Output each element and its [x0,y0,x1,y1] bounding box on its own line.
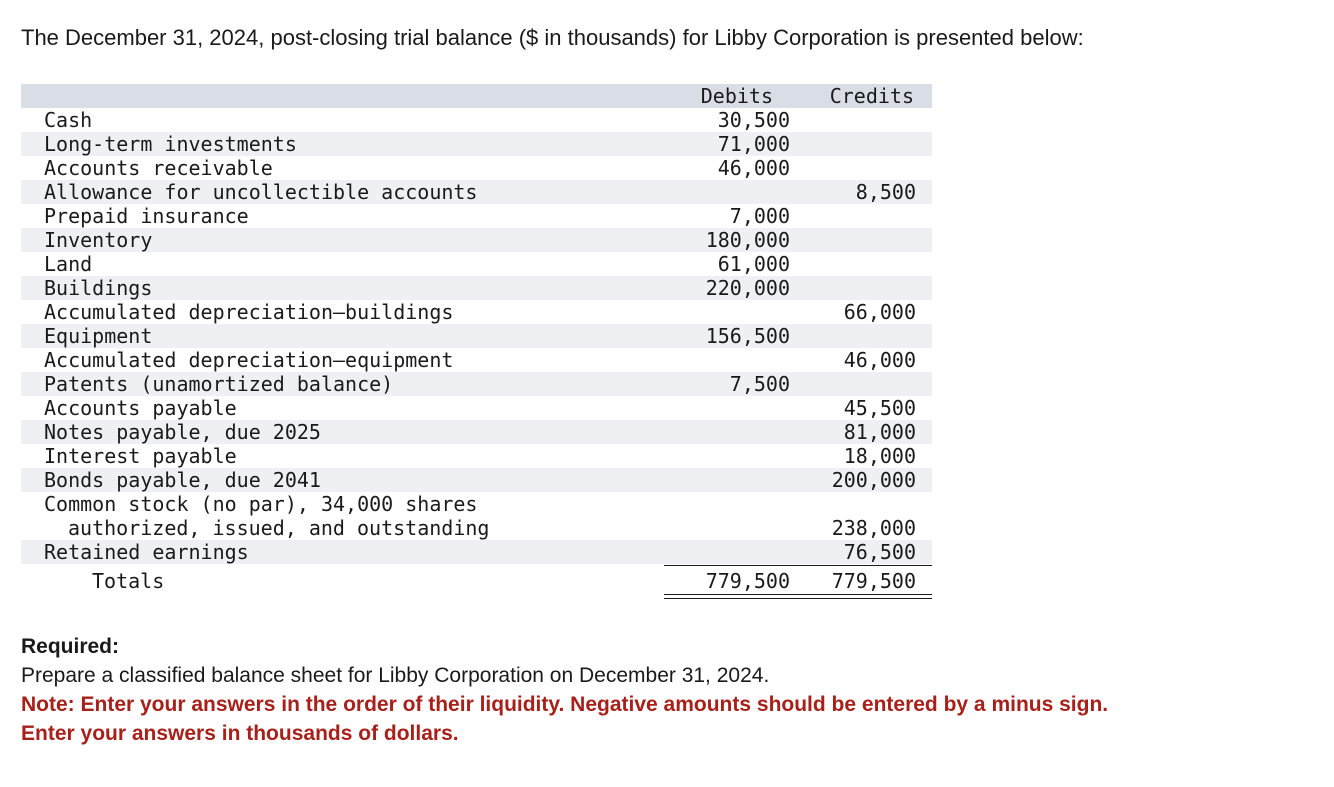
credit-amount: 66,000 [843,300,916,324]
account-name: Cash [44,108,93,132]
account-name: Interest payable [44,444,237,468]
account-name: Retained earnings [44,540,249,564]
table-row [21,132,932,156]
table-row [21,444,932,468]
debit-amount: 220,000 [705,276,790,300]
credit-amount: 76,500 [843,540,916,564]
table-row [21,300,932,324]
credit-amount: 45,500 [843,396,916,420]
table-row [21,252,932,276]
debit-amount: 7,500 [729,372,790,396]
account-name: authorized, issued, and outstanding [68,516,490,540]
debit-amount: 7,000 [729,204,790,228]
credit-amount: 8,500 [855,180,916,204]
required-section [21,632,1108,748]
table-row [21,180,932,204]
debit-amount: 30,500 [717,108,790,132]
table-row [21,372,932,396]
note-line-1: Note: Enter your answers in the order of their liquidity. Negative amounts should be entered by a minus sign. [21,693,1109,716]
required-instruction: Prepare a classified balance sheet for Libby Corporation on December 31, 2024. [21,664,770,687]
table-row [21,156,932,180]
account-name: Common stock (no par), 34,000 shares [44,492,478,516]
totals-row [21,566,932,594]
debit-amount: 180,000 [705,228,790,252]
table-row [21,492,932,516]
table-header-row [21,84,932,108]
intro-text: The December 31, 2024, post-closing trial balance ($ in thousands) for Libby Corporation is presented below: [21,25,1084,50]
credit-amount: 200,000 [831,468,916,492]
table-row [21,228,932,252]
note-line-2: Enter your answers in thousands of dollars. [21,722,459,745]
table-row [21,276,932,300]
credit-amount: 238,000 [831,516,916,540]
credit-amount: 46,000 [843,348,916,372]
account-name: Bonds payable, due 2041 [44,468,321,492]
table-row [21,324,932,348]
credit-amount: 81,000 [843,420,916,444]
trial-balance-table [21,84,932,594]
account-name: Equipment [44,324,153,348]
debit-amount: 71,000 [717,132,790,156]
table-row [21,108,932,132]
account-name: Land [44,252,93,276]
debit-amount: 46,000 [717,156,790,180]
debits-column-header: Debits [700,84,773,108]
debit-amount: 61,000 [717,252,790,276]
table-row [21,348,932,372]
account-name: Inventory [44,228,153,252]
table-row [21,396,932,420]
account-name: Buildings [44,276,153,300]
account-name: Prepaid insurance [44,204,249,228]
account-name: Patents (unamortized balance) [44,372,394,396]
table-row [21,420,932,444]
account-name: Accounts receivable [44,156,273,180]
totals-double-rule [664,594,932,599]
required-label: Required: [21,635,120,658]
table-row [21,540,932,564]
account-name: Accumulated depreciation—buildings [44,300,454,324]
totals-label: Totals [92,569,165,593]
credit-amount: 18,000 [843,444,916,468]
debit-amount: 156,500 [705,324,790,348]
account-name: Accumulated depreciation—equipment [44,348,454,372]
account-name: Notes payable, due 2025 [44,420,321,444]
account-name: Accounts payable [44,396,237,420]
credits-column-header: Credits [829,84,914,108]
table-row [21,516,932,540]
table-row [21,204,932,228]
account-name: Allowance for uncollectible accounts [44,180,478,204]
table-row [21,468,932,492]
total-credits: 779,500 [831,569,916,593]
account-name: Long-term investments [44,132,297,156]
total-debits: 779,500 [705,569,790,593]
